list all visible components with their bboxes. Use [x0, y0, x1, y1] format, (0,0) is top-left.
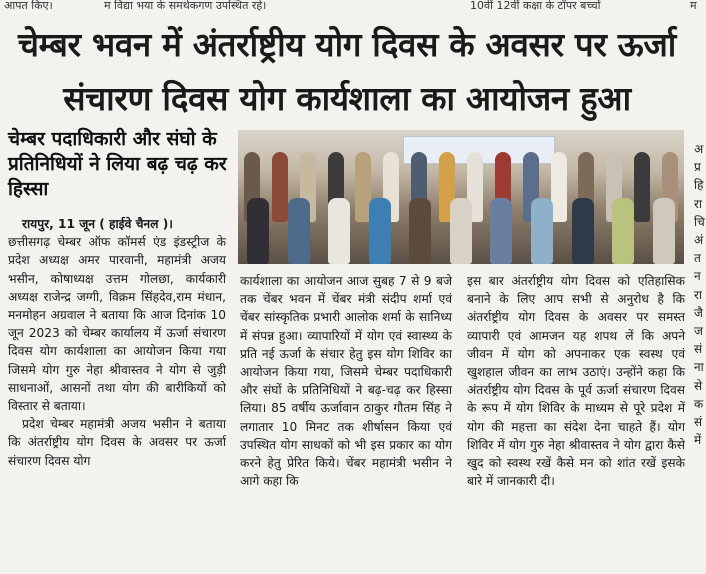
- article-column-3: इस बार अंतर्राष्ट्रीय योग दिवस को एतिहासिक बनाने के लिए आप सभी से अनुरोध है कि अंतर्राष्ट्रीय योग दिवस के अवसर पर समस्त व्यापारी एवं आमजन यह शपथ लें कि अपने जीवन में योग को अपनाकर एक स्वस्थ एवं खुशहाल जीवन का लाभ उठाएं। उन्होंने कहा कि अंतर्राष्ट्रीय योग दिवस के पूर्व ऊर्जा संचारण दिवस के रूप में योग शिविर के माध्यम से पूरे प्रदेश में योग की महत्ता का संदेश देना चाहते हैं। योग शिविर में योग गुरु नेहा श्रीवास्तव ने योग द्वारा कैसे खुद को स्वस्थ रखें कैसे मन को शांत रखें इसके बारे में जानकारी दी।: [467, 274, 685, 489]
- top-strip-fragment-4: म: [690, 0, 697, 12]
- group-photo: [238, 130, 684, 264]
- headline-line-1: चेम्बर भवन में अंतर्राष्ट्रीय योग दिवस के अवसर पर ऊर्जा: [17, 25, 677, 64]
- headline-line-2: संचारण दिवस योग कार्यशाला का आयोजन हुआ: [63, 79, 631, 118]
- top-strip-fragment-2: म विद्या भया के समर्थकगण उपस्थित रहे।: [104, 0, 267, 12]
- top-strip-fragment-3: 10वीं 12वीं कक्षा के टॉपर बच्चों: [470, 0, 601, 12]
- article-column-2: कार्यशाला का आयोजन आज सुबह 7 से 9 बजे तक चेंबर भवन में चेंबर मंत्री संदीप शर्मा एवं चेंबर सांस्कृतिक प्रभारी आलोक शर्मा के सानिध्य में संपन्न हुआ। व्यापारियों में योग एवं स्वास्थ्य के प्रति नई ऊर्जा के संचार हेतु इस योग शिविर का आयोजन किया गया, जिसमे चेम्बर पदाधिकारी और संघों के प्रतिनिधियों ने बढ़-चढ़ कर हिस्सा लिया। 85 वर्षीय ऊर्जावान ठाकुर गौतम सिंह ने लगातार 10 मिनट तक शीर्षासन किया एवं उपस्थित योग साधकों को भी इस प्रकार का योग करने हेतु प्रेरित किये। चेंबर महामंत्री भसीन ने आगे कहा कि: [240, 274, 452, 489]
- top-strip-fragment-1: आपत किए।: [4, 0, 53, 12]
- subheadline: चेम्बर पदाधिकारी और संघो के प्रतिनिधियों ने लिया बढ़ चढ़ कर हिस्सा: [8, 128, 227, 200]
- adjacent-article-edge: अ प्र हि रा चि अं त न रा जै ज सं ना से क सं में: [694, 142, 705, 448]
- photo-front-row: [238, 198, 684, 264]
- article-column-1: [8, 215, 226, 470]
- column-1-paragraph-1: छत्तीसगढ़ चेम्बर ऑफ कॉमर्स एंड इंडस्ट्रीज के प्रदेश अध्यक्ष अमर पारवानी, महामंत्री अजय भसीन, कोषाध्यक्ष उत्तम गोलछा, कार्यकारी अध्यक्ष राजेन्द्र जग्गी, विक्रम सिंहदेव,राम मंधान, मनमोहन अग्रवाल ने बताया कि आज दिनांक 10 जून 2023 को चेम्बर कार्यालय में ऊर्जा संचारण दिवस योग कार्यशाला का आयोजन किया गया जिसमे योग गुरु नेहा श्रीवास्तव ने योग से जुड़ी साधनाओं, आसनों तथा योग की बारीकियों को विस्तार से बताया।: [8, 235, 226, 414]
- column-1-paragraph-2: प्रदेश चेम्बर महामंत्री अजय भसीन ने बताया कि अंतर्राष्ट्रीय योग दिवस के अवसर पर ऊर्जा संचारण दिवस योग: [8, 417, 226, 468]
- dateline: रायपुर, 11 जून ( हाईवे चैनल )।: [22, 217, 173, 231]
